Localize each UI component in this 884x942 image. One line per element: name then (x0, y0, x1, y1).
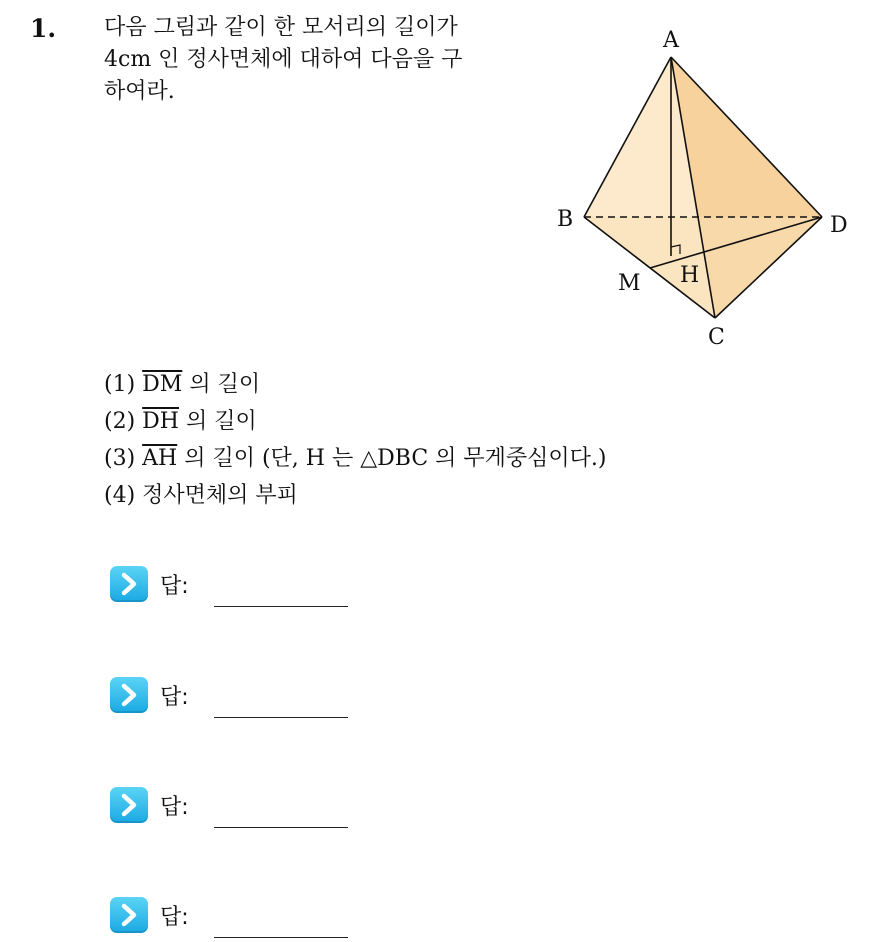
label-b: B (557, 207, 574, 232)
prompt-line: 4cm 인 정사면체에 대하여 다음을 구 (104, 47, 463, 72)
label-d: D (830, 213, 848, 238)
answer-row-3 (110, 787, 370, 831)
tetrahedron-diagram (540, 20, 860, 355)
sub-question-text: 의 길이 (단, H 는 △DBC 의 무게중심이다.) (177, 446, 607, 471)
prompt-line: 다음 그림과 같이 한 모서리의 길이가 (104, 15, 458, 40)
question-number: 1. (30, 14, 57, 43)
label-c: C (708, 325, 725, 350)
sub-question-prefix: (2) (104, 409, 143, 434)
label-h: H (680, 263, 700, 288)
answer-row-1 (110, 566, 370, 610)
tetrahedron-figure (540, 20, 860, 355)
sub-question-list (104, 366, 607, 514)
segment-label: $\overline{DM}$ (142, 372, 183, 397)
answer-blank[interactable] (214, 827, 348, 828)
chevron-right-icon (110, 897, 148, 933)
answer-label: 답: (160, 905, 189, 930)
sub-question-4 (104, 477, 607, 514)
answer-blank[interactable] (214, 717, 348, 718)
sub-question-2 (104, 403, 607, 440)
sub-question-text: 의 길이 (178, 409, 257, 434)
answer-label: 답: (160, 795, 189, 820)
label-a: A (663, 28, 679, 53)
chevron-right-icon (110, 787, 148, 823)
question-prompt (104, 12, 534, 108)
sub-question-prefix: (3) (104, 446, 143, 471)
sub-question-text: 의 길이 (182, 372, 261, 397)
face-bcd-front (584, 217, 822, 318)
sub-question-prefix: (1) (104, 372, 143, 397)
label-m: M (618, 271, 641, 296)
chevron-right-icon (110, 566, 148, 602)
sub-question-3 (104, 440, 607, 477)
answer-label: 답: (160, 574, 189, 599)
answer-row-4 (110, 897, 370, 941)
sub-question-1 (104, 366, 607, 403)
prompt-line: 하여라. (104, 79, 175, 104)
segment-label: $\overline{DH}$ (142, 409, 179, 434)
answer-blank[interactable] (214, 937, 348, 938)
sub-question-text: 정사면체의 부피 (142, 483, 298, 508)
segment-label: $\overline{AH}$ (142, 446, 178, 471)
answer-row-2 (110, 677, 370, 721)
sub-question-prefix: (4) (104, 483, 143, 508)
answer-blank[interactable] (214, 606, 348, 607)
chevron-right-icon (110, 677, 148, 713)
answer-label: 답: (160, 685, 189, 710)
